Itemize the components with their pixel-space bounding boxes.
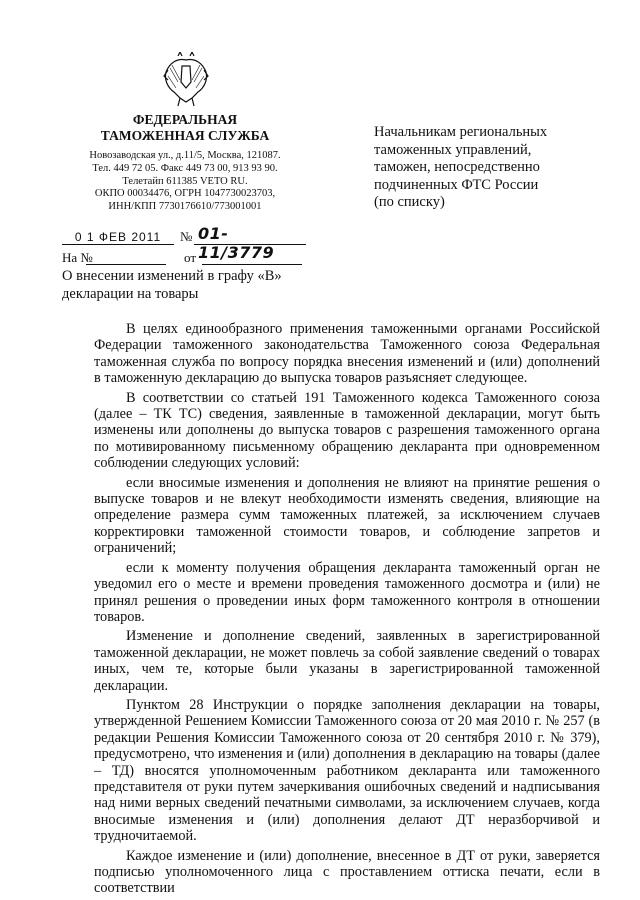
organization-name-line1: ФЕДЕРАЛЬНАЯ: [132, 112, 238, 127]
date-underline: [62, 244, 174, 245]
number-label: №: [180, 229, 193, 244]
registration-number: 01-11/3779: [198, 224, 275, 262]
reference-date-label: от: [184, 250, 197, 265]
emblem-icon: [160, 52, 212, 108]
body-paragraph: если к моменту получения обращения декларанта таможенный орган не уведомил его о месте и времени проведения таможенного досмотра и (или) не принял решения о проведении иных форм таможенного контроля в отношении товаров.: [94, 559, 600, 625]
reference-number-line: [86, 264, 166, 265]
number-underline: [194, 244, 306, 245]
reference-row: [62, 250, 302, 268]
registration-date-stamp: 0 1 ФЕВ 2011: [74, 230, 162, 244]
organization-name-line2: ТАМОЖЕННАЯ СЛУЖБА: [100, 128, 270, 143]
phone-line: Тел. 449 72 05. Факс 449 73 00, 913 93 90.: [92, 162, 278, 174]
body-paragraph: если вносимые изменения и дополнения не влияют на принятие решения о выпуске товаров и не влекут необходимости изменять сведения, влияющие на определение размера сумм таможенных платежей, за исключением случаев корректировки таможенной стоимости товаров, и соблюдение запретов и ограничений;: [94, 474, 600, 557]
address-line: Новозаводская ул., д.11/5, Москва, 121087.: [89, 150, 281, 161]
recipient-line: Начальникам региональных: [374, 124, 548, 140]
recipient-line: таможенных управлений,: [374, 141, 532, 158]
subject-line: декларации на товары: [62, 285, 199, 302]
body-paragraph: В соответствии со статьей 191 Таможенного кодекса Таможенного союза (далее – ТК ТС) сведения, заявленные в таможенной декларации, могут быть изменены или дополнены до выпуска товаров с разрешения таможенного органа по мотивированному письменному обращению декларанта при одновременном соблюдении следующих условий:: [94, 389, 600, 472]
subject-block: [62, 268, 322, 303]
subject-line: О внесении изменений в графу «В»: [62, 268, 282, 284]
organization-contacts: [70, 150, 300, 214]
body-paragraph: Пунктом 28 Инструкции о порядке заполнения декларации на товары, утвержденной Решением Комиссии Таможенного союза от 20 мая 2010 г. № 257 (в редакции Решения Комиссии Таможенного союза от 20 сентября 2010 г. № 379), предусмотрено, что изменения и (или) дополнения в декларацию на товары (далее – ТД) вносятся уполномоченным работником декларанта или таможенного представителя от руки путем зачеркивания ошибочных сведений и надписывания над ними верных сведений печатными символами, за исключением случаев, когда вносимые изменения и (или) дополнения делают ДТ неразборчивой и трудночитаемой.: [94, 696, 600, 845]
recipient-line: подчиненных ФТС России: [374, 176, 539, 193]
recipient-block: [374, 124, 604, 212]
body-paragraph: Изменение и дополнение сведений, заявленных в зарегистрированной таможенной декларации, не может повлечь за собой заявление сведений о товарах иных, чем те, которые были указаны в зарегистрированной таможенной декларации.: [94, 628, 600, 694]
inn-line: ИНН/КПП 7730176610/773001001: [108, 201, 262, 213]
teletype-line: Телетайп 611385 VETO RU.: [122, 175, 248, 187]
recipient-line: (по списку): [374, 194, 445, 210]
body-paragraph: Каждое изменение и (или) дополнение, внесенное в ДТ от руки, заверяется подписью уполномоченного лица с проставлением оттиска печати, если в соответствии: [94, 847, 600, 897]
recipient-line: таможен, непосредственно: [374, 159, 540, 175]
body-paragraph: В целях единообразного применения таможенными органами Российской Федерации таможенного законодательства Таможенного союза Федеральная таможенная служба по вопросу порядка внесения изменений и (или) дополнений в таможенную декларацию до выпуска товаров разъясняет следующее.: [94, 321, 600, 387]
reference-date-line: [202, 264, 302, 265]
okpo-line: ОКПО 00034476, ОГРН 1047730023703,: [94, 188, 276, 200]
letter-body: [94, 321, 600, 900]
organization-name: [70, 112, 300, 144]
reference-number-label: На №: [62, 250, 93, 265]
